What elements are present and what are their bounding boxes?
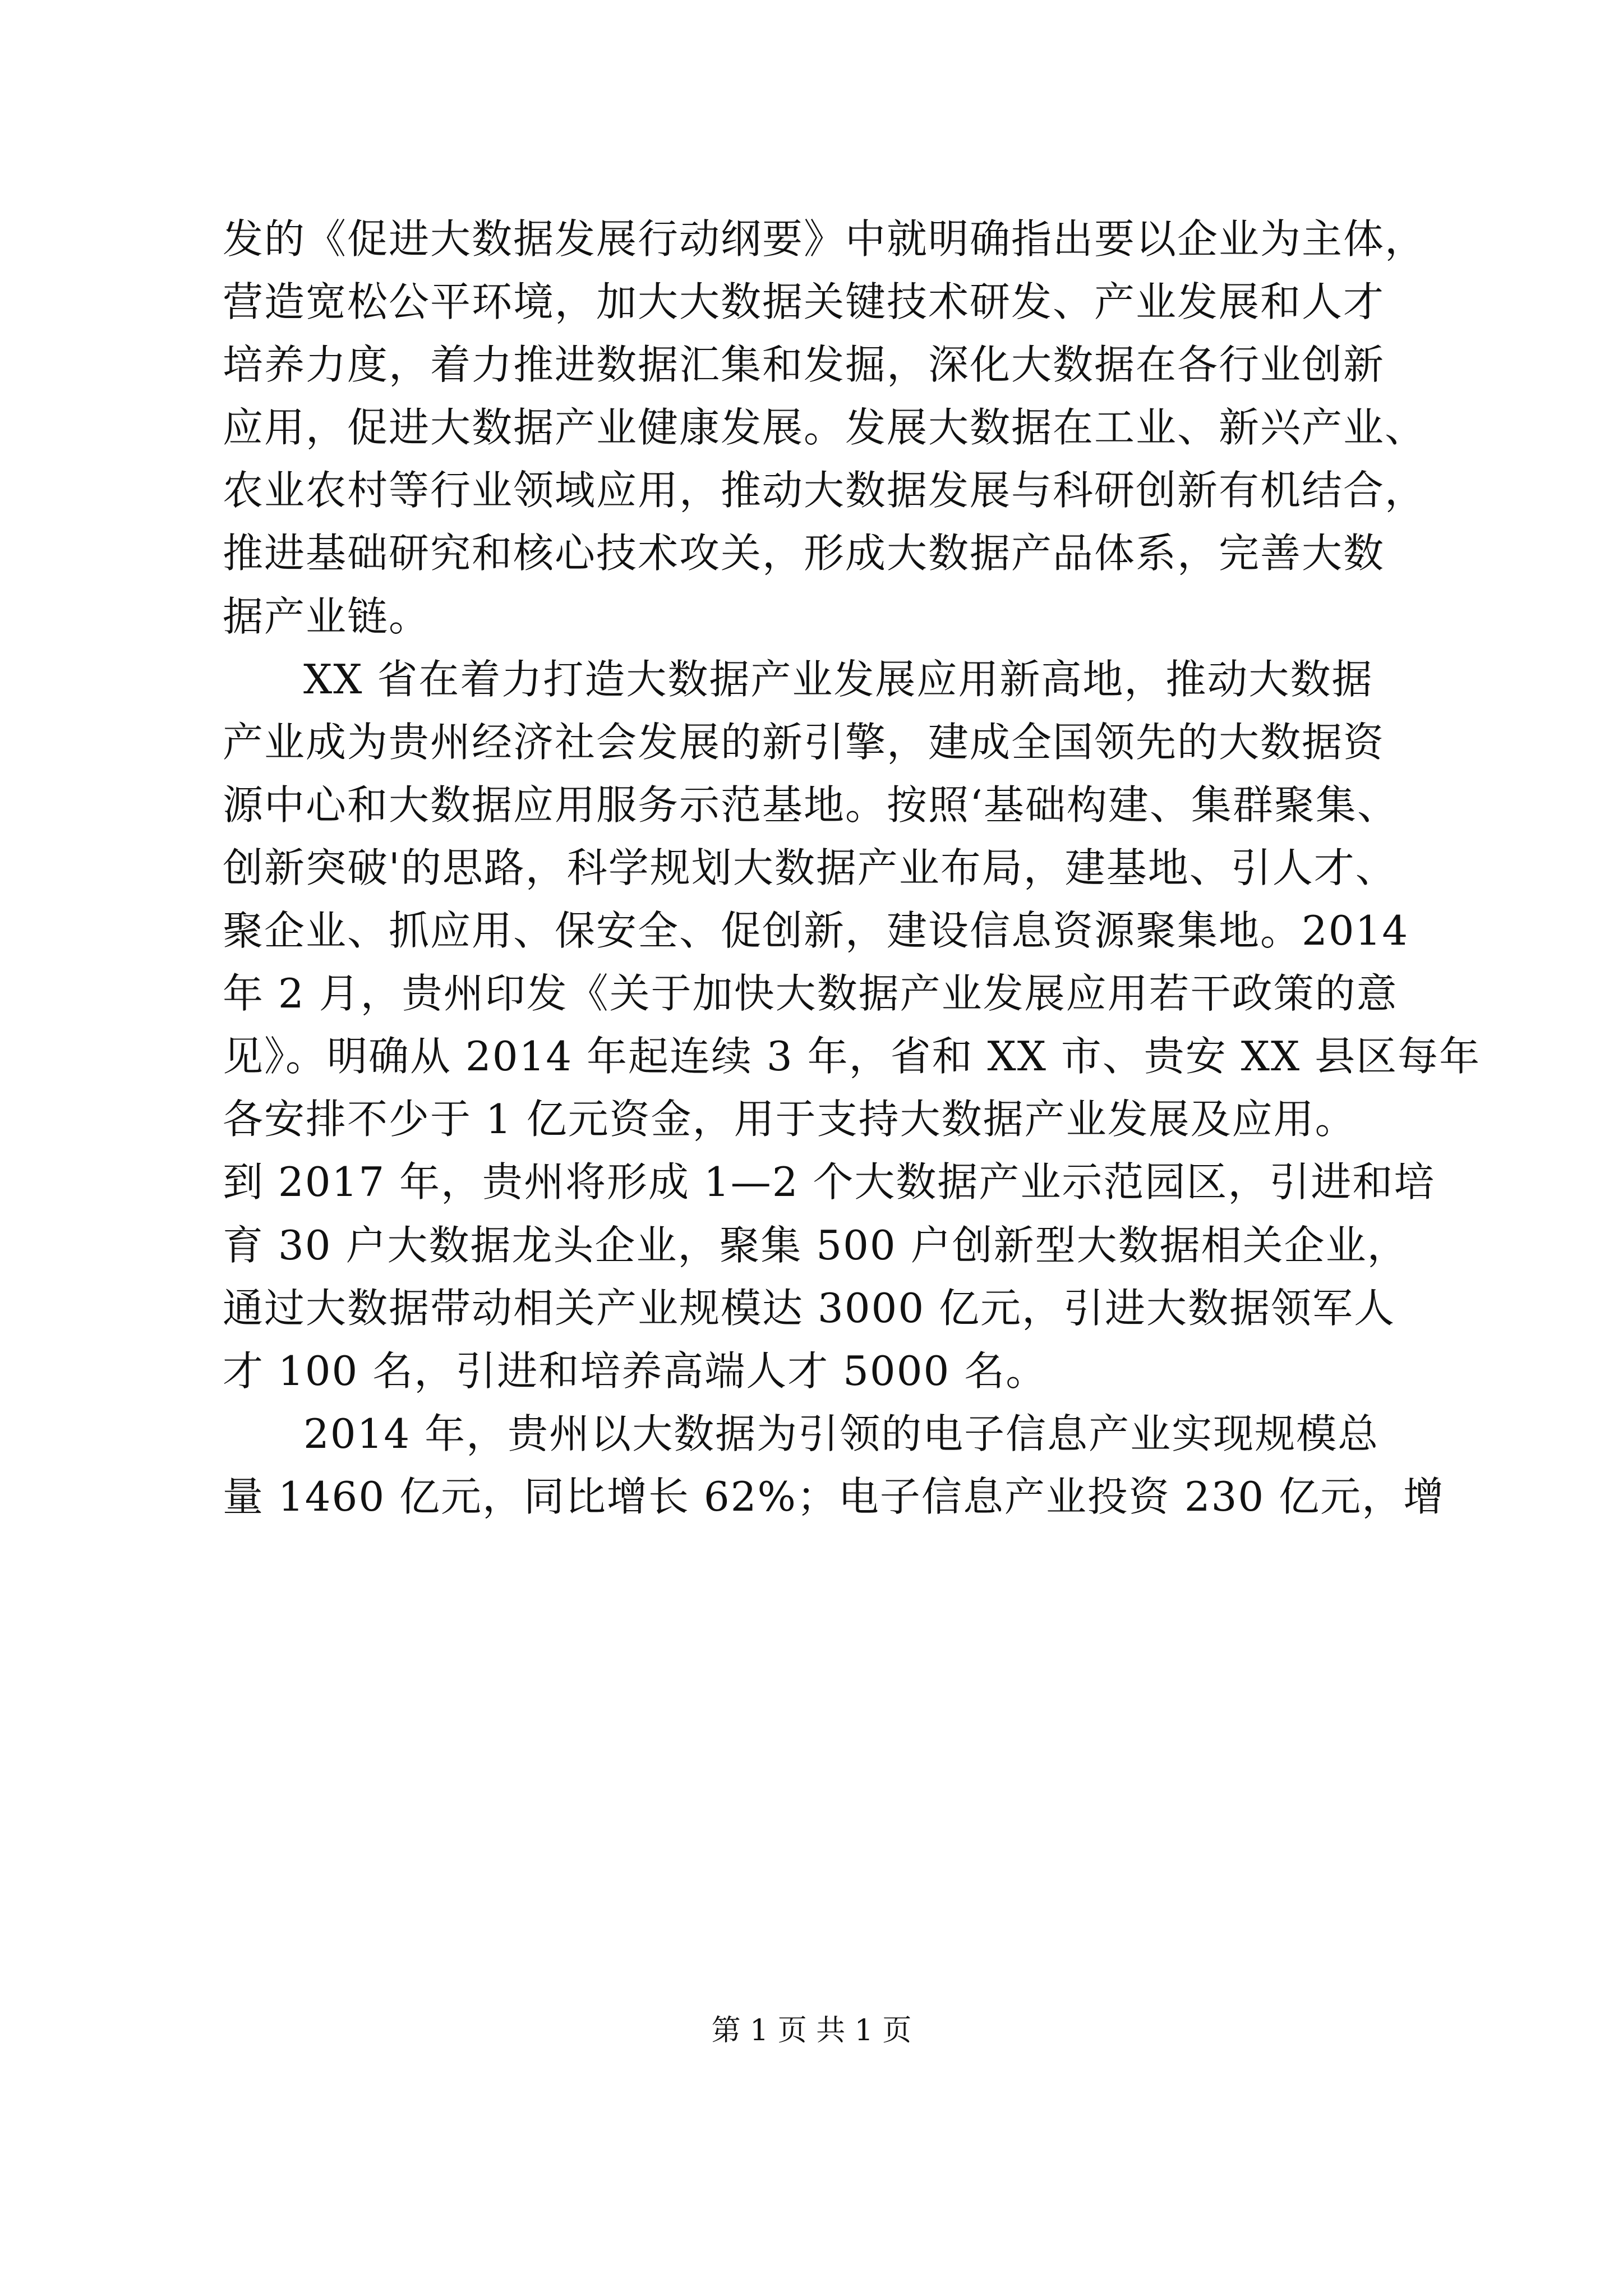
text-line: 才 100 名，引进和培养高端人才 5000 名。 (223, 1347, 1048, 1395)
text-line: 各安排不少于 1 亿元资金，用于支持大数据产业发展及应用。 (223, 1096, 1357, 1143)
text-line: 发的《促进大数据发展行动纲要》中就明确指出要以企业为主体， (223, 215, 1427, 263)
paragraph-first-line: XX 省在着力打造大数据产业发展应用新高地，推动大数据 (303, 655, 1373, 703)
text-line: 创新突破'的思路，科学规划大数据产业布局，建基地、引人才、 (223, 844, 1397, 891)
text-line: 量 1460 亿元，同比增长 62%；电子信息产业投资 230 亿元，增 (223, 1473, 1445, 1520)
text-line: 据产业链。 (223, 592, 431, 640)
text-line: 应用，促进大数据产业健康发展。发展大数据在工业、新兴产业、 (223, 404, 1427, 452)
text-line: 培养力度，着力推进数据汇集和发掘，深化大数据在各行业创新 (223, 341, 1385, 389)
text-line: 源中心和大数据应用服务示范基地。按照‘基础构建、集群聚集、 (223, 781, 1399, 829)
text-line: 产业成为贵州经济社会发展的新引擎，建成全国领先的大数据资 (223, 718, 1385, 766)
text-line: 推进基础研究和核心技术攻关，形成大数据产品体系，完善大数 (223, 530, 1385, 577)
body-text (223, 208, 1481, 1528)
text-line: 到 2017 年，贵州将形成 1—2 个大数据产业示范园区，引进和培 (223, 1158, 1436, 1206)
text-line: 营造宽松公平环境，加大大数据关键技术研发、产业发展和人才 (223, 278, 1385, 326)
page-number-footer: 第 1 页 共 1 页 (711, 2014, 912, 2047)
text-line: 聚企业、抓应用、保安全、促创新，建设信息资源聚集地。2014 (223, 907, 1409, 955)
text-line: 见》。明确从 2014 年起连续 3 年，省和 XX 市、贵安 XX 县区每年 (223, 1033, 1481, 1080)
text-line: 农业农村等行业领域应用，推动大数据发展与科研创新有机结合， (223, 467, 1427, 514)
paragraph-first-line: 2014 年，贵州以大数据为引领的电子信息产业实现规模总 (303, 1410, 1380, 1457)
text-line: 通过大数据带动相关产业规模达 3000 亿元，引进大数据领军人 (223, 1284, 1396, 1332)
text-line: 育 30 户大数据龙头企业，聚集 500 户创新型大数据相关企业， (223, 1221, 1409, 1269)
text-line: 年 2 月，贵州印发《关于加快大数据产业发展应用若干政策的意 (223, 970, 1398, 1018)
